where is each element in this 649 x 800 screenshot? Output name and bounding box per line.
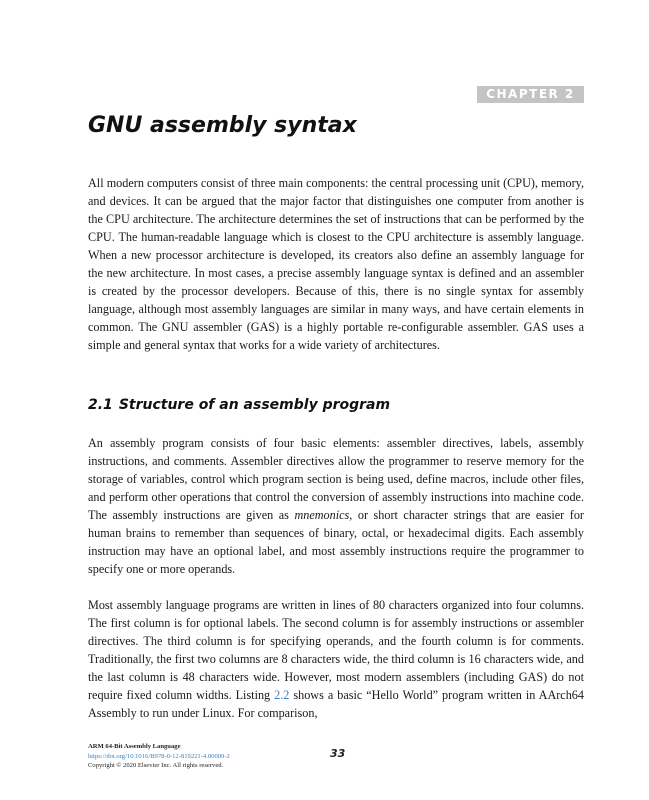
section-title: Structure of an assembly program <box>118 397 391 413</box>
mnemonics-term: mnemonics <box>294 508 350 522</box>
page-number: 33 <box>330 747 346 760</box>
paragraph-1-text-start: An assembly program consists of four basic elements: assembler directives, labels, assembly instructions, and comments. Assembler directives allow the programmer to reserve memory for the storage of variables, control which program section is being used, define macros, include other files, and perform other operations that control the conversion of assembly instructions into machine code. The assembly instructions are given as <box>88 436 584 522</box>
section-paragraph-2 <box>88 596 584 722</box>
footer-book-title: ARM 64-Bit Assembly Language <box>88 743 181 750</box>
footer-doi-link[interactable]: https://doi.org/10.1016/B978-0-12-819221-4.00009-2 <box>88 752 230 760</box>
paragraph-2-text-start: Most assembly language programs are written in lines of 80 characters organized into four columns. The first column is for optional labels. The second column is for assembly instructions or assembler directives. The third column is for specifying operands, and the fourth column is for comments. Traditionally, the first two columns are 8 characters wide, the third column is 16 characters wide, and the last column is 48 characters wide. However, most modern assemblers (including GAS) do not require fixed column widths. Listing <box>88 598 584 702</box>
paragraph-1-text-end: , or short character strings that are easier for human brains to remember than sequences of binary, octal, or hexadecimal digits. Each assembly instruction may have an optional label, and most assembly instructions require the programmer to specify one or more operands. <box>88 508 584 576</box>
chapter-title: GNU assembly syntax <box>88 113 357 138</box>
listing-link[interactable]: 2.2 <box>274 688 290 702</box>
section-heading <box>88 397 390 413</box>
chapter-badge: CHAPTER 2 <box>477 86 584 103</box>
section-paragraph-1 <box>88 434 584 578</box>
footer-citation <box>88 742 230 771</box>
footer-copyright: Copyright © 2020 Elsevier Inc. All rights reserved. <box>88 762 224 769</box>
paragraph-2-text-end: shows a basic “Hello World” program written in AArch64 Assembly to run under Linux. For comparison, <box>88 688 584 720</box>
intro-paragraph: All modern computers consist of three main components: the central processing unit (CPU), memory, and devices. It can be argued that the major factor that distinguishes one computer from another is the CPU architecture. The architecture determines the set of instructions that can be performed by the CPU. The human-readable language which is closest to the CPU architecture is assembly language. When a new processor architecture is developed, its creators also define an assembly language for the new architecture. In most cases, a precise assembly language syntax is defined and an assembler is created by the processor developers. Because of this, there is no single syntax for assembly language, although most assembly languages are similar in many ways, and have certain elements in common. The GNU assembler (GAS) is a highly portable re-configurable assembler. GAS uses a simple and general syntax that works for a wide variety of architectures. <box>88 176 584 352</box>
section-number: 2.1 <box>88 397 113 413</box>
